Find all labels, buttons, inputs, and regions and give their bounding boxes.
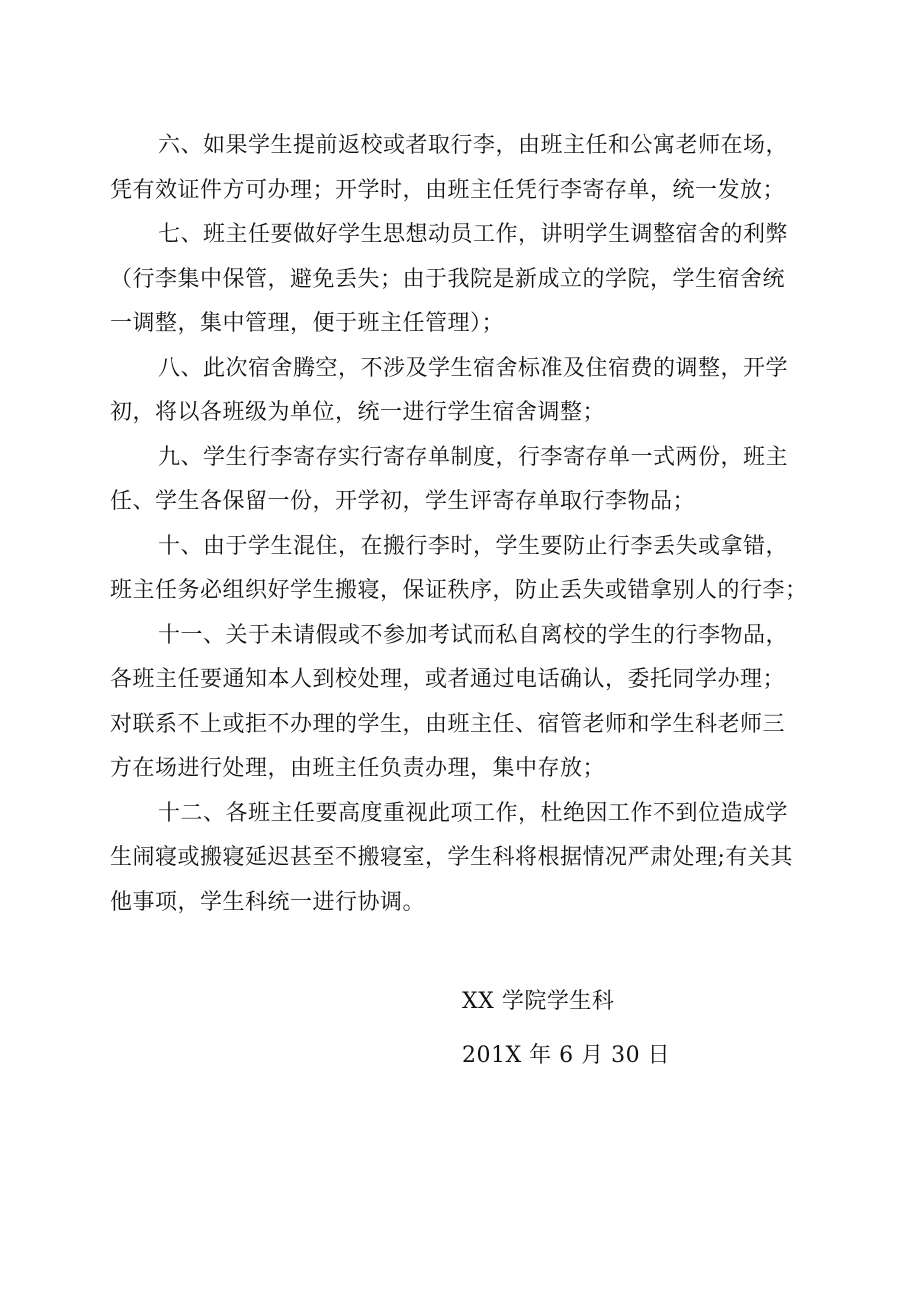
paragraph-line: （行李集中保管，避免丢失；由于我院是新成立的学院，学生宿舍统 [110,266,786,292]
paragraph-11 [110,614,820,792]
document-body [110,124,820,925]
paragraph-line: 方在场进行处理，由班主任负责办理，集中存放； [110,756,606,781]
paragraph-line: 一调整，集中管理，便于班主任管理）； [110,311,505,336]
paragraph-6 [110,124,820,213]
paragraph-8 [110,347,820,436]
paragraph-line: 他事项，学生科统一进行协调。 [110,889,426,915]
paragraph-line: 初，将以各班级为单位，统一进行学生宿舍调整； [110,400,606,425]
signature-organization: XX 学院学生科 [462,989,615,1014]
paragraph-line: 凭有效证件方可办理；开学时，由班主任凭行李寄存单，统一发放； [110,177,786,203]
paragraph-12 [110,792,820,926]
paragraph-10 [110,525,820,614]
signature-date: 201X 年 6 月 30 日 [462,1043,671,1068]
paragraph-line: 任、学生各保留一份，开学初，学生评寄存单取行李物品； [110,489,696,514]
paragraph-line: 十二、各班主任要高度重视此项工作，杜绝因工作不到位造成学 [158,800,789,826]
paragraph-7 [110,213,820,347]
paragraph-line: 各班主任要通知本人到校处理，或者通过电话确认，委托同学办理； [110,667,786,692]
paragraph-line: 十一、关于未请假或不参加考试而私自离校的学生的行李物品， [158,622,789,648]
paragraph-9 [110,436,820,525]
paragraph-line: 六、如果学生提前返校或者取行李，由班主任和公寓老师在场， [158,133,789,158]
paragraph-line: 十、由于学生混住，在搬行李时，学生要防止行李丢失或拿错， [158,533,789,559]
paragraph-line: 九、学生行李寄存实行寄存单制度，行李寄存单一式两份，班主 [158,444,789,470]
paragraph-line: 班主任务必组织好学生搬寝，保证秩序，防止丢失或错拿别人的行李； [110,578,808,603]
paragraph-line: 八、此次宿舍腾空，不涉及学生宿舍标准及住宿费的调整，开学 [158,355,789,381]
paragraph-line: 生闹寝或搬寝延迟甚至不搬寝室，学生科将根据情况严肃处理;有关其 [110,845,793,870]
paragraph-line: 七、班主任要做好学生思想动员工作，讲明学生调整宿舍的利弊 [158,222,789,247]
paragraph-line: 对联系不上或拒不办理的学生，由班主任、宿管老师和学生科老师三 [110,711,786,737]
